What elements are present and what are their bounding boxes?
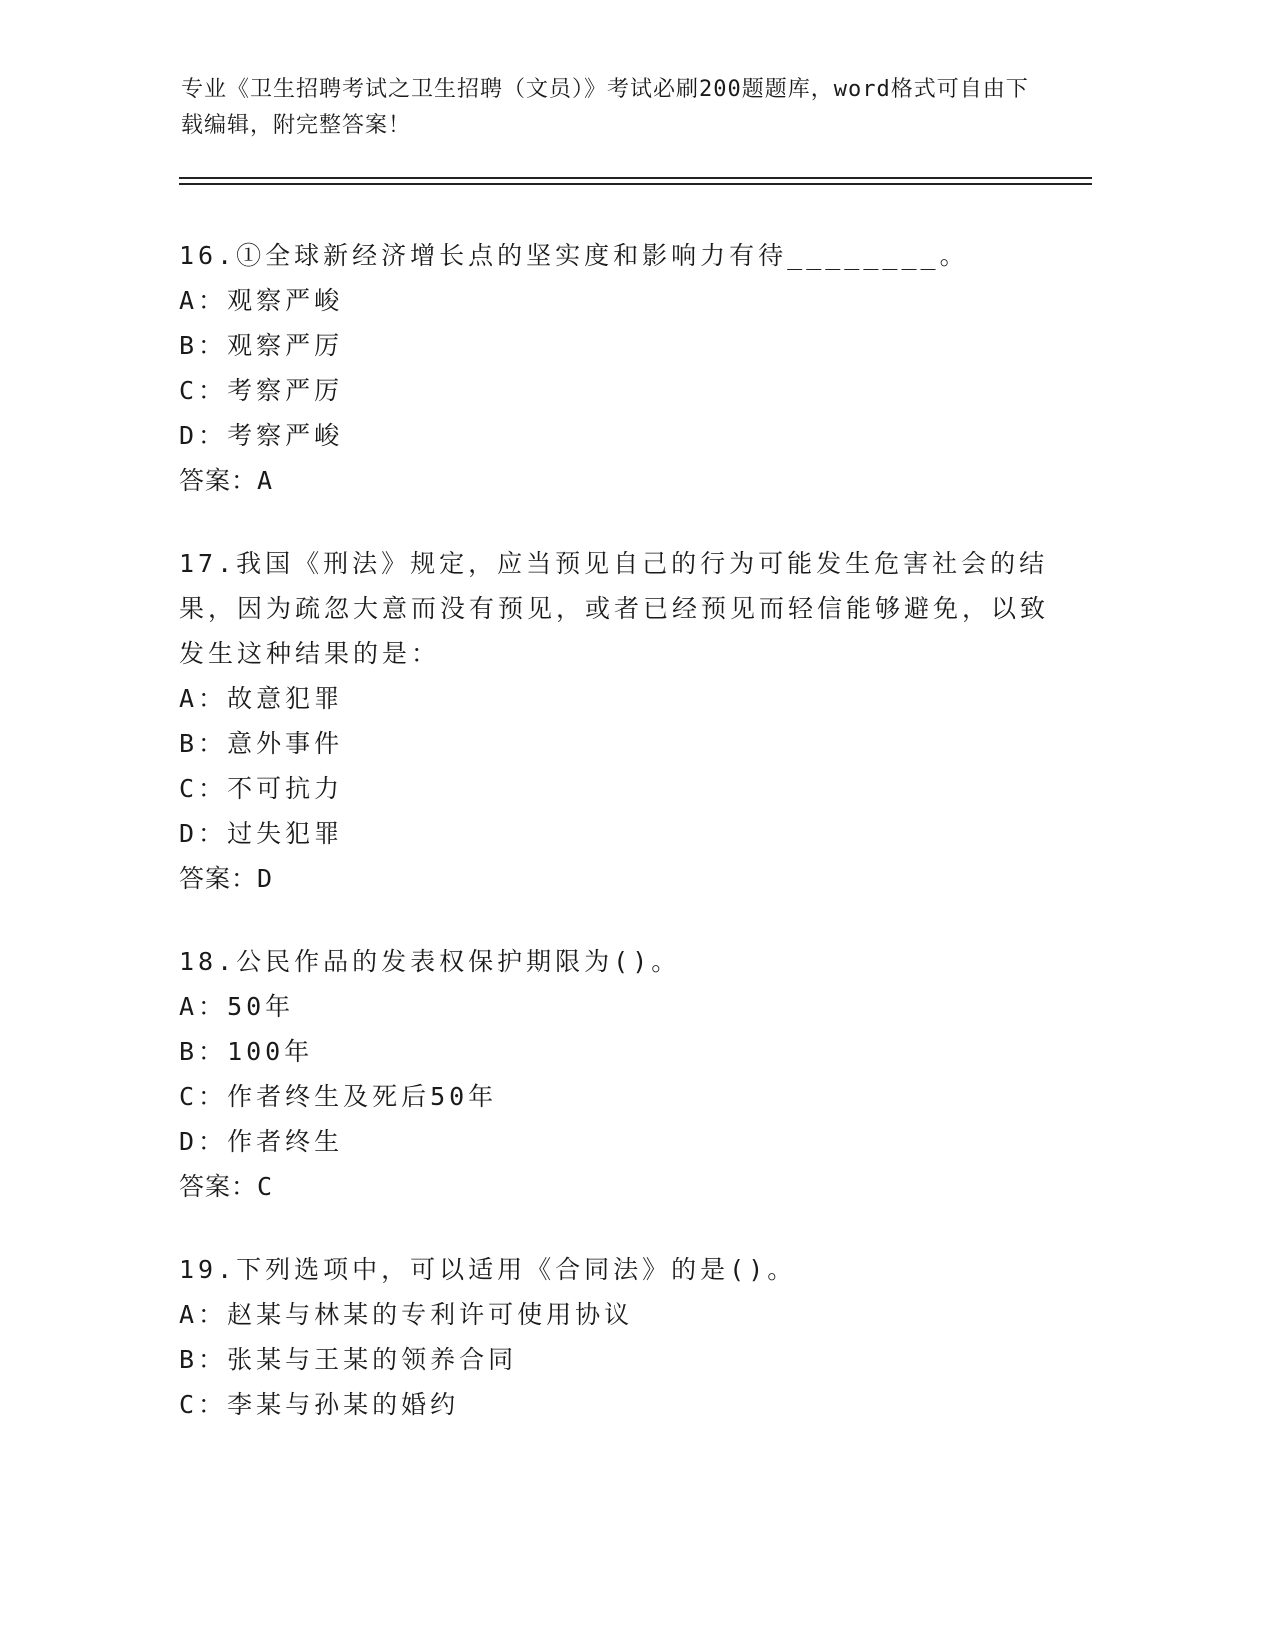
answer-option	[179, 323, 1059, 368]
option-text: 过失犯罪	[227, 819, 344, 848]
option-key: C：	[179, 1082, 228, 1111]
option-key: B：	[179, 1037, 228, 1066]
answer-option	[179, 278, 1059, 323]
answer-option	[179, 413, 1059, 458]
answer-option	[179, 766, 1059, 811]
question-number: 18.	[179, 947, 237, 976]
header-divider-top	[179, 177, 1092, 179]
answer-label: 答案：	[179, 1172, 258, 1201]
answer-option	[179, 676, 1059, 721]
answer-option	[179, 1119, 1059, 1164]
option-text: 考察严峻	[227, 421, 344, 450]
option-text: 考察严厉	[227, 376, 344, 405]
question-number: 17.	[179, 549, 237, 578]
question-block	[179, 233, 1059, 503]
question-block	[179, 541, 1059, 901]
answer-value: D	[257, 864, 274, 893]
answer-line	[179, 1164, 1059, 1209]
option-text: 50年	[227, 992, 295, 1021]
option-text: 观察严峻	[227, 286, 344, 315]
answer-option	[179, 1292, 1059, 1337]
option-key: C：	[179, 1390, 228, 1419]
answer-option	[179, 368, 1059, 413]
answer-label: 答案：	[179, 864, 258, 893]
option-text: 故意犯罪	[227, 684, 344, 713]
answer-option	[179, 1074, 1059, 1119]
option-text: 100年	[227, 1037, 314, 1066]
option-key: A：	[179, 1300, 228, 1329]
option-text: 作者终生及死后50年	[227, 1082, 498, 1111]
option-text: 观察严厉	[227, 331, 344, 360]
option-key: B：	[179, 1345, 228, 1374]
question-body: 下列选项中，可以适用《合同法》的是()。	[236, 1255, 797, 1284]
option-key: A：	[179, 992, 228, 1021]
option-key: D：	[179, 819, 228, 848]
option-key: B：	[179, 331, 228, 360]
option-key: D：	[179, 421, 228, 450]
option-key: B：	[179, 729, 228, 758]
option-text: 张某与王某的领养合同	[227, 1345, 518, 1374]
question-body: ①全球新经济增长点的坚实度和影响力有待________。	[236, 241, 969, 270]
option-text: 不可抗力	[227, 774, 344, 803]
option-text: 作者终生	[227, 1127, 344, 1156]
option-key: C：	[179, 376, 228, 405]
answer-option	[179, 811, 1059, 856]
option-key: A：	[179, 286, 228, 315]
answer-value: C	[257, 1172, 274, 1201]
option-key: A：	[179, 684, 228, 713]
question-body: 公民作品的发表权保护期限为()。	[236, 947, 681, 976]
answer-option	[179, 721, 1059, 766]
option-text: 意外事件	[227, 729, 344, 758]
question-body: 我国《刑法》规定，应当预见自己的行为可能发生危害社会的结果，因为疏忽大意而没有预见，或者已经预见而轻信能够避免，以致发生这种结果的是：	[179, 549, 1050, 668]
answer-line	[179, 458, 1059, 503]
answer-line	[179, 856, 1059, 901]
question-number: 19.	[179, 1255, 237, 1284]
question-text	[179, 541, 1059, 676]
answer-label: 答案：	[179, 466, 258, 495]
question-block	[179, 939, 1059, 1209]
answer-option	[179, 1029, 1059, 1074]
question-number: 16.	[179, 241, 237, 270]
document-header: 专业《卫生招聘考试之卫生招聘（文员）》考试必刷200题题库，word格式可自由下载编辑，附完整答案！	[181, 77, 1029, 138]
answer-option	[179, 1337, 1059, 1382]
question-list	[179, 233, 1059, 1465]
option-text: 李某与孙某的婚约	[227, 1390, 460, 1419]
question-text	[179, 1247, 1059, 1292]
answer-option	[179, 1382, 1059, 1427]
answer-option	[179, 984, 1059, 1029]
answer-value: A	[257, 466, 274, 495]
question-text	[179, 939, 1059, 984]
option-key: D：	[179, 1127, 228, 1156]
question-text	[179, 233, 1059, 278]
header-divider-bottom	[179, 183, 1092, 185]
option-key: C：	[179, 774, 228, 803]
question-block	[179, 1247, 1059, 1427]
option-text: 赵某与林某的专利许可使用协议	[227, 1300, 634, 1329]
